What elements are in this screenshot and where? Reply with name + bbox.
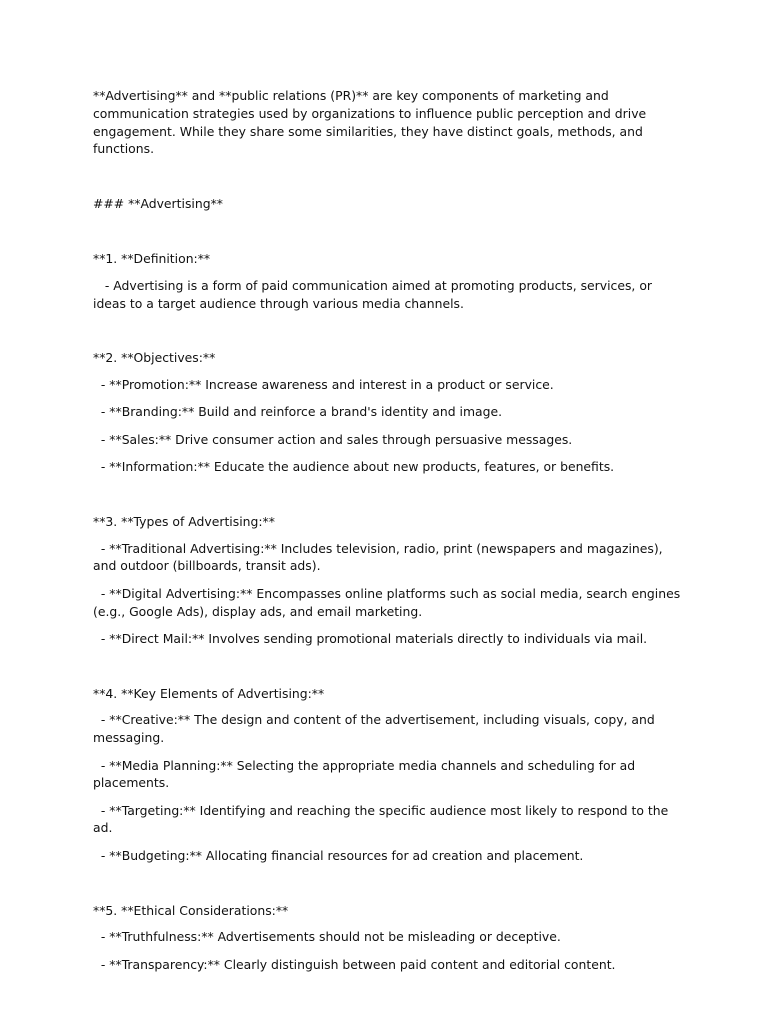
section-key-elements: [93, 685, 683, 865]
list-item: - **Digital Advertising:** Encompasses online platforms such as social media, search engines (e.g., Google Ads), display ads, and email marketing.: [93, 585, 685, 619]
section-ethics: [93, 902, 683, 974]
list-item: - **Promotion:** Increase awareness and interest in a product or service.: [93, 377, 554, 393]
list-item: - **Sales:** Drive consumer action and sales through persuasive messages.: [93, 431, 573, 447]
list-item: - **Traditional Advertising:** Includes television, radio, print (newspapers and magazines), and outdoor (billboards, transit ads).: [93, 540, 667, 574]
list-item: - Advertising is a form of paid communication aimed at promoting products, services, or ideas to a target audience through various media channels.: [93, 277, 656, 311]
document-page: [93, 87, 683, 983]
section-definition: [93, 250, 683, 312]
section-objectives: [93, 349, 683, 475]
list-item: - **Creative:** The design and content of the advertisement, including visuals, copy, and messaging.: [93, 712, 659, 746]
section-title: **2. **Objectives:**: [93, 350, 216, 366]
section-title: **1. **Definition:**: [93, 250, 211, 266]
list-item: - **Branding:** Build and reinforce a brand's identity and image.: [93, 404, 503, 420]
list-item: - **Targeting:** Identifying and reaching the specific audience most likely to respond to the ad.: [93, 802, 673, 836]
list-item: - **Direct Mail:** Involves sending promotional materials directly to individuals via mail.: [93, 630, 648, 646]
list-item: - **Truthfulness:** Advertisements should not be misleading or deceptive.: [93, 929, 561, 945]
section-title: **4. **Key Elements of Advertising:**: [93, 685, 325, 701]
list-item: - **Information:** Educate the audience about new products, features, or benefits.: [93, 459, 615, 475]
section-types: [93, 513, 683, 648]
list-item: - **Media Planning:** Selecting the appropriate media channels and scheduling for ad placements.: [93, 757, 640, 791]
list-item: - **Budgeting:** Allocating financial resources for ad creation and placement.: [93, 847, 584, 863]
list-item: - **Transparency:** Clearly distinguish between paid content and editorial content.: [93, 956, 616, 972]
section-heading: ### **Advertising**: [93, 196, 223, 212]
intro-paragraph: **Advertising** and **public relations (PR)** are key components of marketing and communication strategies used by organizations to influence public perception and drive engagement. While they share some similarities, they have distinct goals, methods, and functions.: [93, 88, 651, 157]
section-title: **3. **Types of Advertising:**: [93, 513, 275, 529]
section-title: **5. **Ethical Considerations:**: [93, 902, 289, 918]
